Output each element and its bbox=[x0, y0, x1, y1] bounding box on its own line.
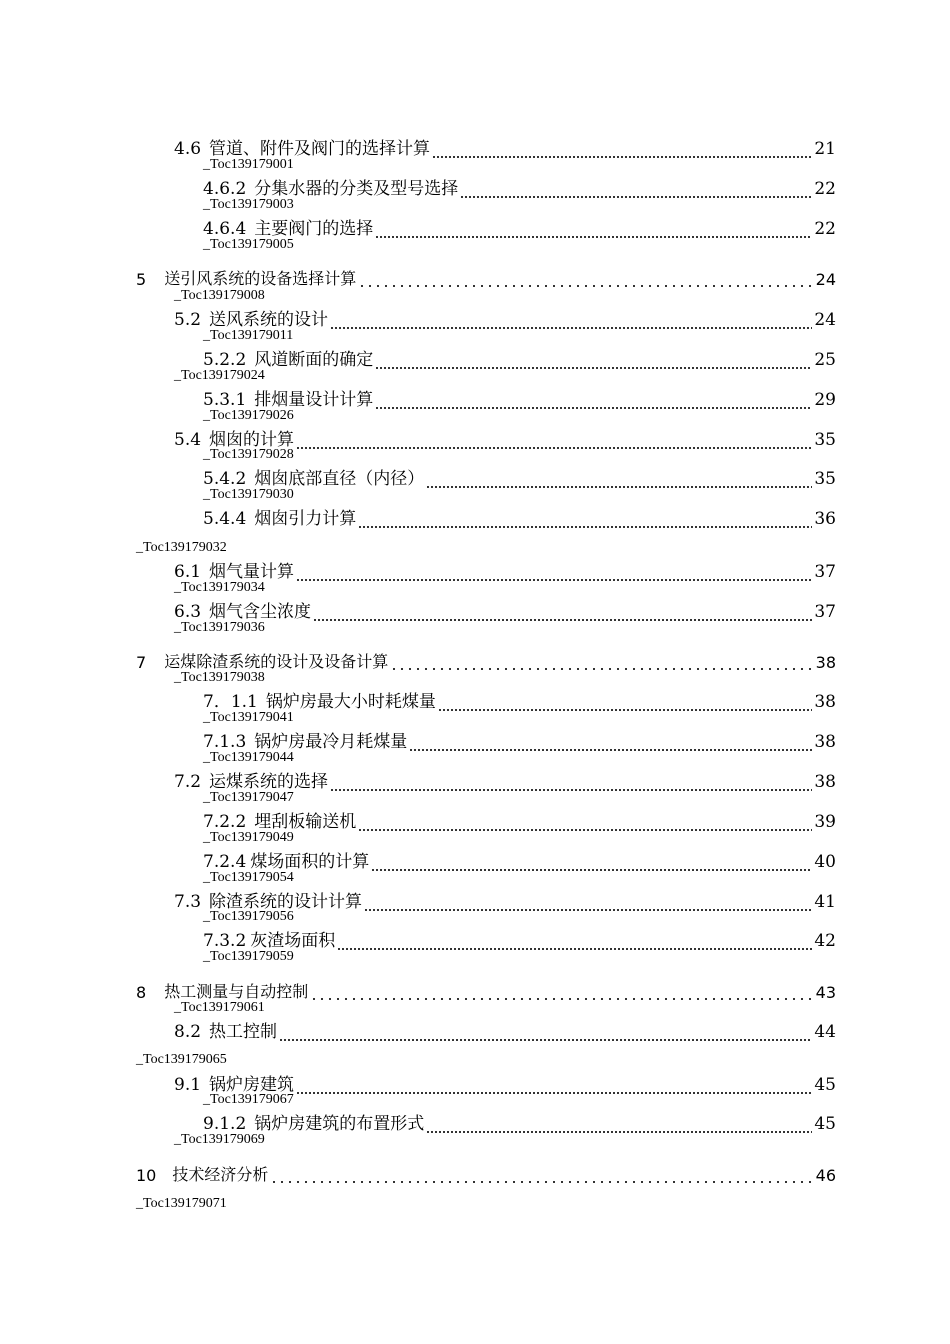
toc-entry-page: 22 bbox=[814, 219, 836, 239]
toc-entry-page: 25 bbox=[814, 350, 836, 370]
toc-entry-7-2-2[interactable] bbox=[203, 807, 836, 832]
toc-entry-4-6-4[interactable] bbox=[203, 214, 836, 239]
toc-entry-number: 6.3 bbox=[174, 602, 202, 622]
toc-entry-number: 7.3 bbox=[174, 892, 202, 912]
dot-leader bbox=[371, 854, 812, 872]
toc-entry-page: 29 bbox=[814, 390, 836, 410]
dot-leader bbox=[337, 933, 812, 951]
bookmark-label: _Toc139179056 bbox=[203, 909, 294, 924]
toc-entry-title: 烟囱的计算 bbox=[209, 430, 295, 450]
toc-entry-6-3[interactable] bbox=[174, 597, 836, 622]
bookmark-label: _Toc139179026 bbox=[203, 408, 294, 423]
toc-entry-title: 烟囱引力计算 bbox=[254, 509, 357, 529]
toc-entry-number: 5.3.1 bbox=[203, 390, 247, 410]
toc-entry-title: 送风系统的设计 bbox=[209, 310, 329, 330]
toc-entry-5-2[interactable] bbox=[174, 305, 836, 330]
dot-leader bbox=[330, 312, 812, 330]
bookmark-label: _Toc139179036 bbox=[174, 620, 265, 635]
toc-entry-number: 4.6 bbox=[174, 139, 202, 159]
toc-entry-title: 除渣系统的设计计算 bbox=[209, 892, 363, 912]
toc-entry-page: 39 bbox=[814, 812, 836, 832]
toc-entry-5[interactable] bbox=[136, 266, 836, 289]
dot-leader bbox=[270, 1167, 813, 1185]
toc-entry-5-2-2[interactable] bbox=[203, 345, 836, 370]
toc-entry-5-3-1[interactable] bbox=[203, 385, 836, 410]
toc-entry-number: 5.2.2 bbox=[203, 350, 247, 370]
toc-entry-page: 36 bbox=[814, 509, 836, 529]
toc-entry-7-3-2[interactable] bbox=[203, 926, 836, 951]
toc-entry-title: 技术经济分析 bbox=[172, 1165, 269, 1184]
bookmark-label: _Toc139179041 bbox=[203, 710, 294, 725]
dot-leader bbox=[313, 604, 812, 622]
toc-entry-number: 7.3.2 bbox=[203, 931, 247, 951]
toc-entry-title: 烟气量计算 bbox=[209, 562, 295, 582]
bookmark-label: _Toc139179028 bbox=[203, 447, 294, 462]
toc-entry-page: 45 bbox=[814, 1114, 836, 1134]
toc-entry-number: 10 bbox=[136, 1166, 157, 1185]
toc-entry-page: 37 bbox=[814, 562, 836, 582]
toc-entry-title: 锅炉房最大小时耗煤量 bbox=[265, 692, 436, 712]
toc-entry-number: 5.4 bbox=[174, 430, 202, 450]
toc-entry-page: 22 bbox=[814, 179, 836, 199]
bookmark-label: _Toc139179067 bbox=[203, 1092, 294, 1107]
bookmark-label: _Toc139179005 bbox=[203, 237, 294, 252]
toc-entry-title: 风道断面的确定 bbox=[254, 350, 374, 370]
toc-entry-number: 8 bbox=[136, 983, 147, 1002]
dot-leader bbox=[296, 564, 812, 582]
toc-entry-number: 7.2.4 bbox=[203, 852, 247, 872]
bookmark-label: _Toc139179003 bbox=[203, 197, 294, 212]
toc-entry-title: 热工测量与自动控制 bbox=[164, 982, 309, 1001]
bookmark-label: _Toc139179011 bbox=[203, 328, 294, 343]
toc-entry-number: 4.6.2 bbox=[203, 179, 247, 199]
bookmark-label: _Toc139179044 bbox=[203, 750, 294, 765]
dot-leader bbox=[438, 694, 813, 712]
toc-entry-7[interactable] bbox=[136, 649, 836, 672]
toc-entry-number: 7.2 bbox=[174, 772, 202, 792]
bookmark-label: _Toc139179071 bbox=[136, 1196, 227, 1211]
toc-entry-number: 7.1.3 bbox=[203, 732, 247, 752]
bookmark-label: _Toc139179061 bbox=[174, 1000, 265, 1015]
toc-entry-10[interactable] bbox=[136, 1162, 836, 1185]
toc-entry-title: 锅炉房建筑的布置形式 bbox=[254, 1114, 425, 1134]
dot-leader bbox=[358, 271, 813, 289]
bookmark-label: _Toc139179008 bbox=[174, 288, 265, 303]
toc-entry-title: 锅炉房最冷月耗煤量 bbox=[254, 732, 408, 752]
toc-entry-page: 35 bbox=[814, 469, 836, 489]
toc-entry-title: 管道、附件及阀门的选择计算 bbox=[209, 139, 431, 159]
toc-entry-number: 7．1.1 bbox=[203, 692, 258, 712]
toc-entry-page: 40 bbox=[814, 852, 836, 872]
toc-entry-number: 7.2.2 bbox=[203, 812, 247, 832]
toc-entry-number: 9.1 bbox=[174, 1075, 202, 1095]
toc-entry-7-2[interactable] bbox=[174, 767, 836, 792]
toc-entry-page: 43 bbox=[815, 983, 836, 1002]
bookmark-label: _Toc139179024 bbox=[174, 368, 265, 383]
toc-entry-number: 5.4.4 bbox=[203, 509, 247, 529]
toc-entry-title: 热工控制 bbox=[209, 1022, 278, 1042]
dot-leader bbox=[426, 1116, 812, 1134]
bookmark-label: _Toc139179001 bbox=[203, 157, 294, 172]
toc-entry-page: 38 bbox=[815, 653, 836, 672]
toc-entry-title: 灰渣场面积 bbox=[250, 931, 336, 951]
bookmark-label: _Toc139179054 bbox=[203, 870, 294, 885]
toc-entry-page: 38 bbox=[814, 772, 836, 792]
toc-entry-title: 煤场面积的计算 bbox=[250, 852, 370, 872]
dot-leader bbox=[358, 511, 812, 529]
bookmark-label: _Toc139179038 bbox=[174, 670, 265, 685]
toc-entry-number: 5.4.2 bbox=[203, 469, 247, 489]
toc-entry-4-6[interactable] bbox=[174, 134, 836, 159]
toc-entry-page: 24 bbox=[815, 270, 836, 289]
toc-entry-number: 6.1 bbox=[174, 562, 202, 582]
toc-entry-title: 锅炉房建筑 bbox=[209, 1075, 295, 1095]
toc-entry-title: 主要阀门的选择 bbox=[254, 219, 374, 239]
toc-entry-page: 21 bbox=[814, 139, 836, 159]
toc-entry-number: 9.1.2 bbox=[203, 1114, 247, 1134]
dot-leader bbox=[310, 984, 813, 1002]
toc-entry-title: 排烟量设计计算 bbox=[254, 390, 374, 410]
dot-leader bbox=[409, 734, 812, 752]
toc-entry-page: 41 bbox=[814, 892, 836, 912]
toc-entry-9-1-2[interactable] bbox=[203, 1109, 836, 1134]
dot-leader bbox=[296, 1077, 812, 1095]
dot-leader bbox=[432, 141, 812, 159]
bookmark-label: _Toc139179049 bbox=[203, 830, 294, 845]
dot-leader bbox=[460, 181, 812, 199]
toc-entry-page: 45 bbox=[814, 1075, 836, 1095]
toc-entry-number: 8.2 bbox=[174, 1022, 202, 1042]
dot-leader bbox=[390, 654, 813, 672]
toc-entry-title: 烟囱底部直径（内径） bbox=[254, 469, 425, 489]
dot-leader bbox=[375, 392, 812, 410]
bookmark-label: _Toc139179059 bbox=[203, 949, 294, 964]
toc-entry-title: 送引风系统的设备选择计算 bbox=[164, 269, 357, 288]
toc-entry-8-2[interactable] bbox=[174, 1017, 836, 1042]
toc-entry-4-6-2[interactable] bbox=[203, 174, 836, 199]
dot-leader bbox=[358, 814, 812, 832]
toc-entry-number: 5.2 bbox=[174, 310, 202, 330]
bookmark-label: _Toc139179034 bbox=[174, 580, 265, 595]
toc-entry-page: 24 bbox=[814, 310, 836, 330]
dot-leader bbox=[375, 352, 812, 370]
toc-entry-number: 7 bbox=[136, 653, 147, 672]
bookmark-label: _Toc139179069 bbox=[174, 1132, 265, 1147]
dot-leader bbox=[364, 894, 812, 912]
toc-entry-5-4-4[interactable] bbox=[203, 504, 836, 529]
toc-entry-page: 35 bbox=[814, 430, 836, 450]
toc-entry-title: 烟气含尘浓度 bbox=[209, 602, 312, 622]
toc-entry-page: 42 bbox=[814, 931, 836, 951]
toc-entry-7-2-4[interactable] bbox=[203, 847, 836, 872]
toc-entry-number: 5 bbox=[136, 270, 147, 289]
bookmark-label: _Toc139179032 bbox=[136, 540, 227, 555]
dot-leader bbox=[279, 1024, 812, 1042]
toc-entry-7-1-3[interactable] bbox=[203, 727, 836, 752]
toc-entry-number: 4.6.4 bbox=[203, 219, 247, 239]
toc-entry-6-1[interactable] bbox=[174, 557, 836, 582]
toc-entry-title: 运煤除渣系统的设计及设备计算 bbox=[164, 652, 389, 671]
toc-entry-5-4-2[interactable] bbox=[203, 464, 836, 489]
toc-entry-7-1-1[interactable] bbox=[203, 687, 836, 712]
dot-leader bbox=[426, 471, 812, 489]
bookmark-label: _Toc139179065 bbox=[136, 1052, 227, 1067]
toc-entry-title: 运煤系统的选择 bbox=[209, 772, 329, 792]
dot-leader bbox=[296, 432, 812, 450]
bookmark-label: _Toc139179030 bbox=[203, 487, 294, 502]
dot-leader bbox=[330, 774, 812, 792]
toc-entry-page: 38 bbox=[814, 732, 836, 752]
toc-entry-title: 分集水器的分类及型号选择 bbox=[254, 179, 459, 199]
toc-entry-8[interactable] bbox=[136, 979, 836, 1002]
dot-leader bbox=[375, 221, 812, 239]
toc-entry-page: 37 bbox=[814, 602, 836, 622]
toc-entry-page: 38 bbox=[814, 692, 836, 712]
toc-entry-page: 46 bbox=[815, 1166, 836, 1185]
bookmark-label: _Toc139179047 bbox=[203, 790, 294, 805]
toc-entry-page: 44 bbox=[814, 1022, 836, 1042]
toc-entry-title: 埋刮板输送机 bbox=[254, 812, 357, 832]
